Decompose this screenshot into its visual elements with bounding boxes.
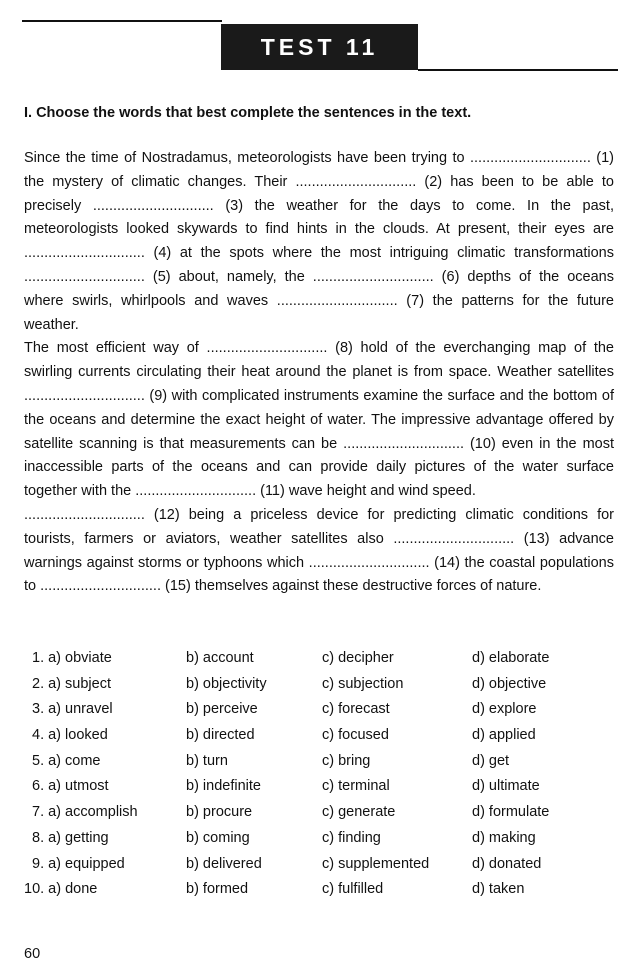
option-d: d) explore bbox=[472, 701, 537, 718]
option-b: b) delivered bbox=[186, 855, 262, 872]
option-d: d) elaborate bbox=[472, 650, 550, 666]
option-b: b) procure bbox=[186, 804, 253, 821]
option-b: b) objectivity bbox=[186, 675, 267, 692]
option-d: d) applied bbox=[472, 727, 536, 744]
top-left-rule bbox=[22, 20, 222, 22]
option-d: d) objective bbox=[472, 675, 547, 692]
option-a: 7. a) accomplish bbox=[32, 804, 138, 821]
option-a: 2. a) subject bbox=[32, 675, 111, 692]
option-c: c) finding bbox=[322, 829, 381, 846]
option-b: b) directed bbox=[186, 727, 255, 744]
option-c: c) fulfilled bbox=[322, 881, 384, 898]
option-a: 10. a) done bbox=[24, 881, 98, 898]
option-c: c) subjection bbox=[322, 675, 404, 692]
option-a: 3. a) unravel bbox=[32, 701, 113, 718]
option-b: b) perceive bbox=[186, 701, 258, 718]
paragraph: Since the time of Nostradamus, meteorologists have been trying to .............................. (1) the mystery of climatic changes. Their .............................. (2) has been to be able to precisely .............................. (3) the weather for the days to come. In the past, meteorologists looked skywards to find hints in the clouds. At present, their eyes are .............................. (4) at the spots where the most intriguing climatic transformations .............................. (5) about, namely, the .............................. (6) depths of the oceans where swirls, whirlpools and waves .............................. (7) the patterns for the future weather. bbox=[24, 150, 614, 333]
option-c: c) supplemented bbox=[322, 855, 430, 872]
option-b: b) indefinite bbox=[186, 778, 261, 795]
option-b: b) account bbox=[186, 650, 254, 666]
option-a: 8. a) getting bbox=[32, 829, 109, 846]
page-number: 60 bbox=[24, 946, 41, 962]
option-d: d) get bbox=[472, 752, 510, 769]
option-a: 5. a) come bbox=[32, 752, 101, 769]
option-c: c) forecast bbox=[322, 701, 390, 718]
test-title: TEST 11 bbox=[221, 24, 418, 70]
option-c: c) generate bbox=[322, 804, 396, 821]
option-b: b) coming bbox=[186, 829, 250, 846]
option-b: b) turn bbox=[186, 752, 228, 769]
option-a: 1. a) obviate bbox=[32, 650, 112, 666]
option-d: d) ultimate bbox=[472, 778, 540, 795]
option-a: 6. a) utmost bbox=[32, 778, 109, 795]
option-c: c) focused bbox=[322, 727, 389, 744]
option-c: c) bring bbox=[322, 752, 371, 769]
option-a: 4. a) looked bbox=[32, 727, 108, 744]
option-d: d) donated bbox=[472, 855, 542, 872]
option-d: d) making bbox=[472, 829, 536, 846]
option-c: c) decipher bbox=[322, 650, 394, 666]
option-b: b) formed bbox=[186, 881, 249, 898]
paragraph: .............................. (12) being a priceless device for predicting climatic conditions for tourists, farmers or aviators, weather satellites also .............................. (13) advance warnings against storms or typhoons which .............................. (14) the coastal populations to .............................. (15) themselves against these destructive forces of nature. bbox=[24, 506, 614, 595]
cloze-text bbox=[24, 147, 614, 599]
top-right-rule bbox=[418, 69, 618, 71]
option-c: c) terminal bbox=[322, 778, 390, 795]
instruction-heading: I. Choose the words that best complete the sentences in the text. bbox=[24, 105, 472, 121]
option-d: d) formulate bbox=[472, 804, 550, 821]
option-d: d) taken bbox=[472, 881, 525, 898]
option-a: 9. a) equipped bbox=[32, 855, 125, 872]
paragraph: The most efficient way of .............................. (8) hold of the everchanging map of the swirling currents circulating their heat around the planet is from space. Weather satellites .............................. (9) with complicated instruments examine the surface and the bottom of the oceans and determine the exact height of water. The impressive advantage offered by satellite scanning is that measurements can be .............................. (10) even in the most inaccessible parts of the oceans and can provide daily pictures of the water surface together with the .............................. (11) wave height and wind speed. bbox=[24, 340, 614, 500]
